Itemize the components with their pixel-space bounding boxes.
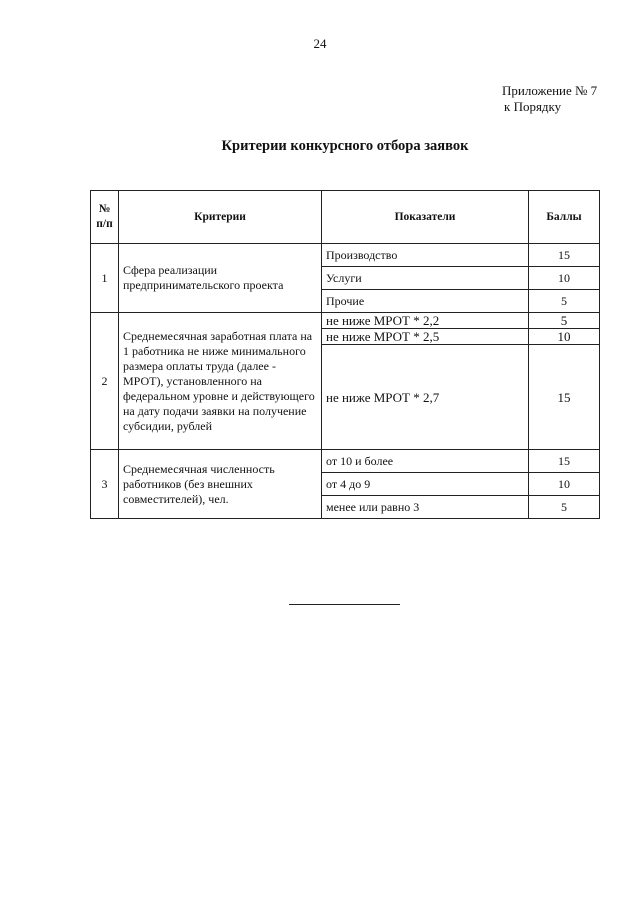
page-number: 24 <box>313 36 327 51</box>
indicator-cell: не ниже МРОТ * 2,7 <box>322 345 529 450</box>
table-row <box>91 244 600 267</box>
header-points: Баллы <box>529 191 600 244</box>
header-num: № п/п <box>91 191 119 244</box>
points-cell: 10 <box>529 267 600 290</box>
points-cell: 10 <box>529 329 600 345</box>
indicator-cell: менее или равно 3 <box>322 496 529 519</box>
criterion-cell: Сфера реализации предпринимательского проекта <box>119 244 322 313</box>
indicator-cell: не ниже МРОТ * 2,5 <box>322 329 529 345</box>
criterion-cell: Среднемесячная численность работников (без внешних совместителей), чел. <box>119 450 322 519</box>
indicator-cell: Прочие <box>322 290 529 313</box>
points-cell: 15 <box>529 345 600 450</box>
points-cell: 15 <box>529 244 600 267</box>
points-cell: 5 <box>529 496 600 519</box>
separator-line <box>289 604 400 605</box>
document-title: Критерии конкурсного отбора заявок <box>221 138 469 154</box>
table-header-row <box>91 191 600 244</box>
row-number: 3 <box>91 450 119 519</box>
appendix-reference <box>502 83 597 115</box>
row-number: 2 <box>91 313 119 450</box>
row-number: 1 <box>91 244 119 313</box>
criterion-cell: Среднемесячная заработная плата на 1 работника не ниже минимального размера оплаты труда (далее - МРОТ), установленного на федеральном уровне и действующего на дату подачи заявки на получение субсидии, рублей <box>119 313 322 450</box>
indicator-cell: от 10 и более <box>322 450 529 473</box>
indicator-cell: Услуги <box>322 267 529 290</box>
table-row <box>91 450 600 473</box>
appendix-line-1: Приложение № 7 <box>502 83 598 98</box>
header-indicators: Показатели <box>322 191 529 244</box>
points-cell: 5 <box>529 313 600 329</box>
points-cell: 10 <box>529 473 600 496</box>
header-criteria: Критерии <box>119 191 322 244</box>
appendix-line-2: к Порядку <box>504 99 562 114</box>
table-row <box>91 313 600 329</box>
indicator-cell: не ниже МРОТ * 2,2 <box>322 313 529 329</box>
points-cell: 15 <box>529 450 600 473</box>
indicator-cell: от 4 до 9 <box>322 473 529 496</box>
criteria-table <box>90 190 600 519</box>
points-cell: 5 <box>529 290 600 313</box>
indicator-cell: Производство <box>322 244 529 267</box>
